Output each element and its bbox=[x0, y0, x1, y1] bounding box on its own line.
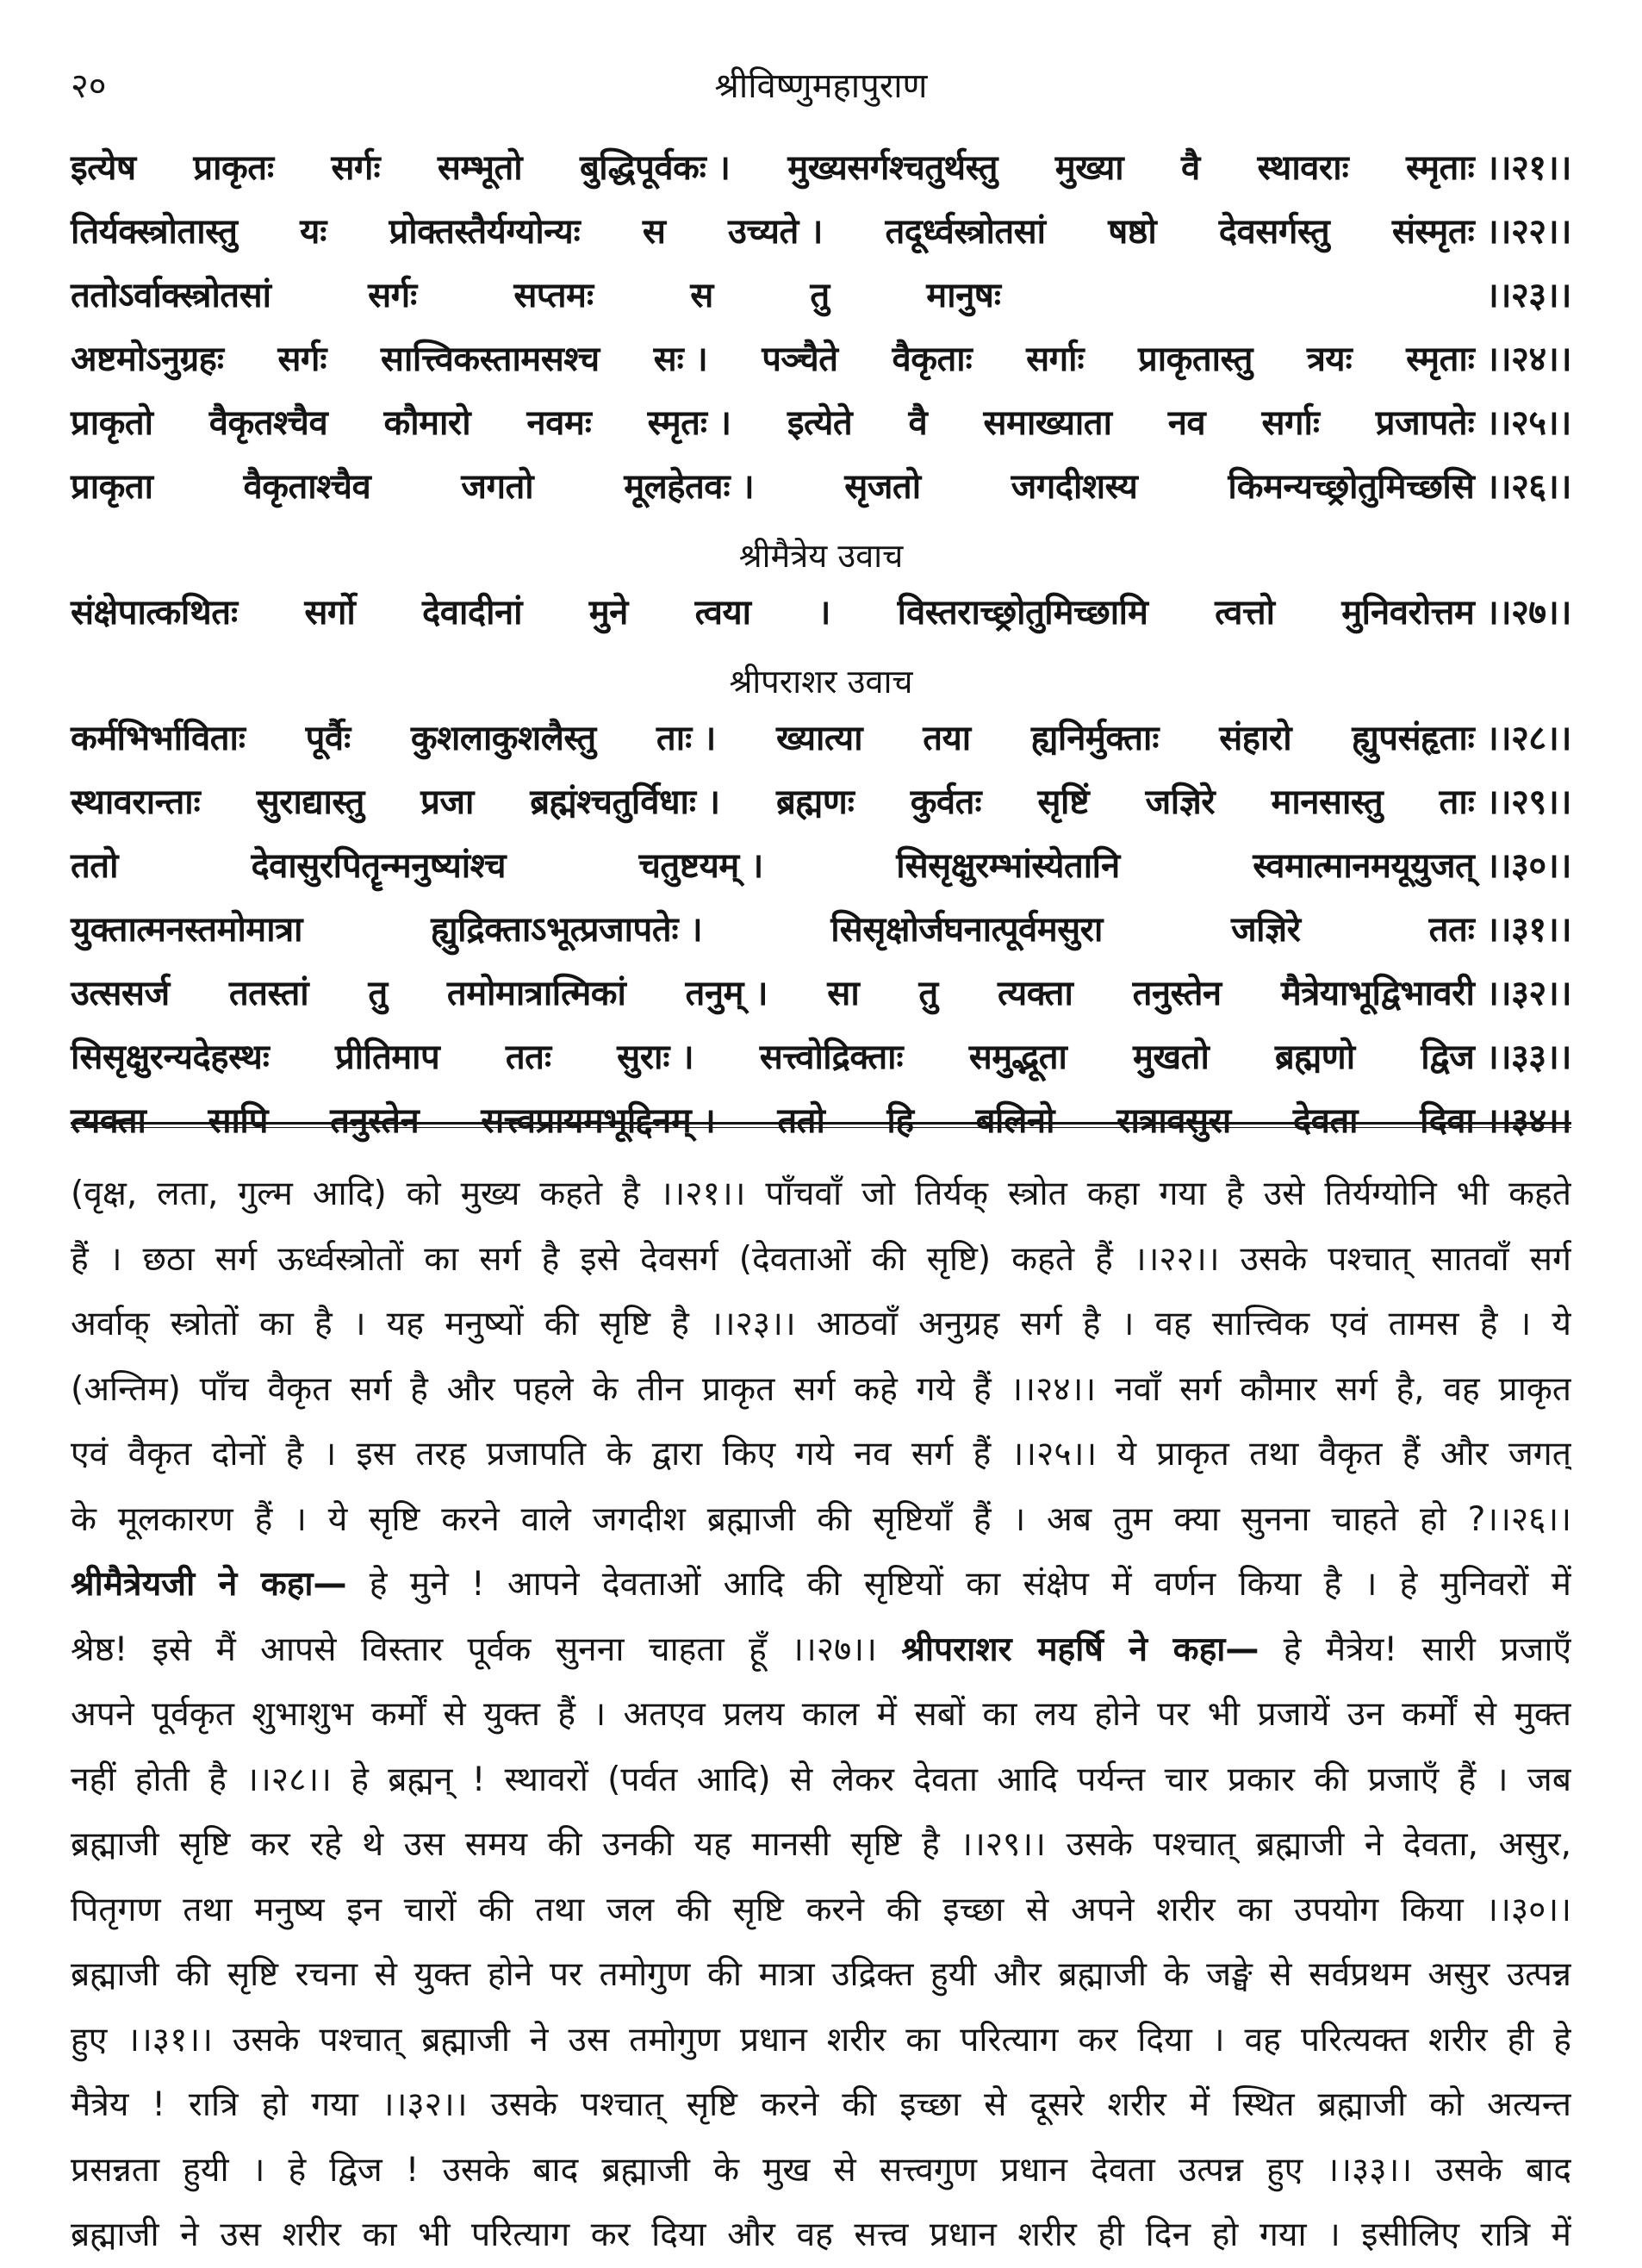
verse-word: रात्रावसुरा bbox=[1116, 1101, 1231, 1141]
commentary-line bbox=[71, 1682, 1571, 1748]
verse-word: त्वया bbox=[694, 593, 751, 632]
verse-word: देवादीनां bbox=[422, 593, 523, 632]
verse-word: सः । bbox=[653, 340, 708, 379]
verse-word: ह्युद्रिक्ताऽभूत्प्रजापतेः । bbox=[431, 910, 703, 950]
verse-word: तिर्यक्स्त्रोतास्तु bbox=[71, 212, 238, 252]
verse-word: स्मृताः ।।२४।। bbox=[1406, 340, 1571, 379]
commentary-text: हे मैत्रेय! सारी प्रजाएँ bbox=[1259, 1629, 1571, 1669]
verse-word: पूर्वैः bbox=[305, 719, 351, 758]
verse-word: मुने bbox=[588, 593, 628, 632]
verse-line bbox=[71, 461, 1571, 525]
running-title: श्रीविष्णुमहापुराण bbox=[714, 66, 928, 106]
verse-word: ब्रह्मंश्चतुर्विधाः । bbox=[530, 782, 720, 822]
verse-word: युक्तात्मनस्तमोमात्रा bbox=[71, 910, 303, 950]
speaker-label: श्रीमैत्रेयजी ने कहा— bbox=[71, 1565, 347, 1604]
verse-word: मूलहेतवः । bbox=[624, 467, 755, 507]
verse-word: विस्तराच्छ्रोतुमिच्छामि bbox=[897, 593, 1148, 632]
verse-word: सम्भूतो bbox=[437, 148, 523, 188]
verse-line bbox=[71, 397, 1571, 461]
verse-word: वैकृतश्चैव bbox=[208, 403, 328, 443]
commentary-text: मैत्रेय ! रात्रि हो गया ।।३२।। उसके पश्चात् सृष्टि करने की इच्छा से दूसरे शरीर में स्थित ब्रह्माजी को अत्यन्त bbox=[71, 2085, 1571, 2124]
verse-word: ततोऽर्वाक्स्त्रोतसां bbox=[71, 276, 271, 315]
commentary-line bbox=[71, 2008, 1571, 2073]
verse-word: सप्तमः bbox=[513, 276, 594, 315]
verse-line bbox=[71, 904, 1571, 968]
verse-line bbox=[71, 776, 1571, 840]
verse-line bbox=[71, 333, 1571, 397]
commentary-text: प्रसन्नता हुयी । हे द्विज ! उसके बाद ब्रह्माजी के मुख से सत्त्वगुण प्रधान देवता उत्पन्न हुए ।।३३।। उसके बाद bbox=[71, 2150, 1571, 2190]
commentary-line bbox=[71, 1552, 1571, 1617]
verse-word: सिसृक्षोर्जघनात्पूर्वमसुरा bbox=[830, 910, 1103, 950]
verse-word: तु bbox=[918, 974, 938, 1013]
verse-word: ख्यात्या bbox=[775, 719, 863, 758]
verse-word: कौमारो bbox=[383, 403, 471, 443]
verse-word: हि bbox=[886, 1101, 914, 1141]
commentary-line bbox=[71, 1292, 1571, 1357]
verse-word: वैकृताश्चैव bbox=[243, 467, 371, 507]
verse-word: वै bbox=[1180, 148, 1200, 188]
hindi-commentary bbox=[71, 1162, 1571, 2268]
verse-word: मैत्रेयाभूद्विभावरी ।।३२।। bbox=[1280, 974, 1571, 1013]
verse-word: ब्रह्मणः bbox=[775, 782, 855, 822]
commentary-line bbox=[71, 1617, 1571, 1683]
commentary-text: के मूलकारण हैं । ये सृष्टि करने वाले जगदीश ब्रह्माजी की सृष्टियाँ हैं । अब तुम क्या सुनना चाहते हो ?।।२६।। bbox=[71, 1499, 1571, 1539]
verse-word: जगदीशस्य bbox=[1011, 467, 1138, 507]
verse-word: प्राकृता bbox=[71, 467, 153, 507]
verse-line bbox=[71, 206, 1571, 270]
verse-word: मुख्या bbox=[1054, 148, 1124, 188]
verse-word: सर्गः bbox=[331, 148, 381, 188]
verse-word: तदूर्ध्वस्त्रोतसां bbox=[885, 212, 1046, 252]
commentary-text: (अन्तिम) पाँच वैकृत सर्ग है और पहले के तीन प्राकृत सर्ग कहे गये हैं ।।२४।। नवाँ सर्ग कौमार सर्ग है, वह प्राकृत bbox=[71, 1369, 1571, 1409]
verse-word: अष्टमोऽनुग्रहः bbox=[71, 340, 224, 379]
verse-word: मानसास्तु bbox=[1271, 782, 1384, 822]
verse-word: सात्त्विकस्तामसश्च bbox=[380, 340, 600, 379]
verse-word: स्थावरान्ताः bbox=[71, 782, 201, 822]
commentary-text: ब्रह्माजी की सृष्टि रचना से युक्त होने पर तमोगुण की मात्रा उद्रिक्त हुयी और ब्रह्माजी के जङ्घे से सर्वप्रथम असुर उत्पन्न bbox=[71, 1955, 1571, 1994]
verse-word: सुराः । bbox=[617, 1037, 694, 1077]
verse-word: वै bbox=[908, 403, 928, 443]
verse-word: कुर्वतः bbox=[910, 782, 982, 822]
commentary-line bbox=[71, 1878, 1571, 1943]
verse-word: उच्यते । bbox=[728, 212, 823, 252]
verse-word: ततः bbox=[505, 1037, 551, 1077]
verse-word: तु bbox=[368, 974, 388, 1013]
verse-word: वैकृताः bbox=[892, 340, 973, 379]
commentary-line bbox=[71, 1812, 1571, 1878]
commentary-text: पितृगण तथा मनुष्य इन चारों की तथा जल की सृष्टि करने की इच्छा से अपने शरीर का उपयोग किया ।।३०।। bbox=[71, 1890, 1571, 1929]
verse-word: जगतो bbox=[461, 467, 534, 507]
verse-word: त्यक्ता bbox=[71, 1101, 146, 1141]
verse-word: स bbox=[690, 276, 713, 315]
divider-rule bbox=[71, 1122, 1571, 1125]
page-header bbox=[71, 60, 1571, 112]
verse-word: सुराद्यास्तु bbox=[256, 782, 364, 822]
verse-word: मुख्यसर्गश्चतुर्थस्तु bbox=[787, 148, 998, 188]
commentary-text: हुए ।।३१।। उसके पश्चात् ब्रह्माजी ने उस तमोगुण प्रधान शरीर का परित्याग कर दिया । वह परित्यक्त शरीर ही हे bbox=[71, 2020, 1571, 2059]
speaker-heading: श्रीपराशर उवाच bbox=[729, 663, 913, 701]
verse-word: ततो bbox=[777, 1101, 825, 1141]
commentary-text: अर्वाक् स्त्रोतों का है । यह मनुष्यों की सृष्टि है ।।२३।। आठवाँ अनुग्रह सर्ग है । वह सात्त्विक एवं तामस है । ये bbox=[71, 1305, 1571, 1343]
verse-word: पञ्चैते bbox=[762, 340, 838, 379]
sanskrit-verses bbox=[71, 142, 1571, 1159]
commentary-line bbox=[71, 1227, 1571, 1293]
verse-word: दिवा ।।३४।। bbox=[1420, 1101, 1571, 1141]
verse-word: सर्गाः bbox=[1261, 403, 1320, 443]
verse-word: षष्ठो bbox=[1108, 212, 1157, 252]
verse-word: सत्त्वप्रायमभूद्दिनम् । bbox=[481, 1101, 716, 1141]
commentary-line bbox=[71, 2203, 1571, 2268]
verse-word: बलिनो bbox=[975, 1101, 1054, 1141]
verse-word: ततः ।।३१।। bbox=[1428, 910, 1571, 950]
verse-word: प्रीतिमाप bbox=[334, 1037, 440, 1077]
verse-word: कुशलाकुशलैस्तु bbox=[410, 719, 596, 758]
verse-word: ह्युपसंहृताः ।।२८।। bbox=[1352, 719, 1571, 758]
verse-word: ताः । bbox=[656, 719, 716, 758]
commentary-text: हैं । छठा सर्ग ऊर्ध्वस्त्रोतों का सर्ग है इसे देवसर्ग (देवताओं की सृष्टि) कहते हैं ।।२२।। उसके पश्चात् सातवाँ सर्ग bbox=[71, 1239, 1571, 1279]
verse-word: चतुष्टयम् । bbox=[638, 846, 763, 886]
page-number: २० bbox=[71, 66, 107, 106]
commentary-text: श्रेष्ठ! इसे मैं आपसे विस्तार पूर्वक सुनना चाहता हूँ ।।२७।। bbox=[71, 1629, 902, 1669]
verse-word: उत्ससर्ज bbox=[71, 974, 170, 1013]
commentary-text: ब्रह्माजी ने उस शरीर का भी परित्याग कर दिया और वह सत्त्व प्रधान शरीर ही दिन हो गया । इसीलिए रात्रि में bbox=[71, 2215, 1571, 2254]
verse-word: मानुषः bbox=[926, 276, 1001, 315]
verse-word: ह्यनिर्मुक्ताः bbox=[1030, 719, 1159, 758]
verse-word: । bbox=[818, 593, 830, 632]
verse-word: सर्गो bbox=[304, 593, 356, 632]
verse-word: सृष्टिं bbox=[1037, 782, 1090, 822]
verse-word: सापि bbox=[208, 1101, 268, 1141]
verse-line bbox=[71, 968, 1571, 1031]
verse-word: त्यक्ता bbox=[997, 974, 1073, 1013]
verse-word: इत्येष bbox=[71, 148, 136, 188]
verse-word: बुद्धिपूर्वकः । bbox=[579, 148, 731, 188]
verse-word: तया bbox=[923, 719, 971, 758]
verse-word: प्राकृतो bbox=[71, 403, 153, 443]
verse-word: त्रयः bbox=[1306, 340, 1353, 379]
verse-word: संक्षेपात्कथितः bbox=[71, 593, 238, 632]
verse-word: सिसृक्षुरन्यदेहस्थः bbox=[71, 1037, 270, 1077]
verse-line bbox=[71, 1031, 1571, 1095]
commentary-line bbox=[71, 1357, 1571, 1423]
commentary-text: हे मुने ! आपने देवताओं आदि की सृष्टियों का संक्षेप में वर्णन किया है । हे मुनिवरों में bbox=[346, 1565, 1571, 1604]
verse-word: ततस्तां bbox=[228, 974, 309, 1013]
verse-word: ।।२३।। bbox=[1485, 276, 1571, 315]
verse-word: तनुस्तेन bbox=[330, 1101, 420, 1141]
verse-word: जज्ञिरे bbox=[1231, 910, 1301, 950]
commentary-line bbox=[71, 2072, 1571, 2138]
verse-word: कर्मभिर्भाविताः bbox=[71, 719, 246, 758]
verse-word: देवासुरपितॄन्मनुष्यांश्च bbox=[251, 846, 507, 886]
verse-word: ब्रह्मणो bbox=[1274, 1037, 1355, 1077]
verse-line bbox=[71, 587, 1571, 651]
verse-word: नवमः bbox=[526, 403, 592, 443]
verse-word: सर्गः bbox=[368, 276, 417, 315]
verse-line bbox=[71, 713, 1571, 776]
verse-word: यः bbox=[300, 212, 327, 252]
verse-word: प्राकृतः bbox=[193, 148, 274, 188]
verse-word: ततो bbox=[71, 846, 118, 886]
commentary-line bbox=[71, 1748, 1571, 1813]
verse-word: संस्मृतः ।।२२।। bbox=[1391, 212, 1571, 252]
verse-word: समाख्याता bbox=[983, 403, 1112, 443]
verse-word: स्मृताः ।।२१।। bbox=[1406, 148, 1571, 188]
divider-rule-thin bbox=[71, 1127, 1571, 1128]
verse-word: समुद्भूता bbox=[968, 1037, 1067, 1077]
verse-word: प्राकृतास्तु bbox=[1138, 340, 1253, 379]
verse-word: सत्त्वोद्रिक्ताः bbox=[759, 1037, 904, 1077]
commentary-line bbox=[71, 1942, 1571, 2008]
verse-word: नव bbox=[1167, 403, 1206, 443]
commentary-text: नहीं होती है ।।२८।। हे ब्रह्मन् ! स्थावरों (पर्वत आदि) से लेकर देवता आदि पर्यन्त चार प्रकार की प्रजाएँ हैं । जब bbox=[71, 1760, 1571, 1799]
speaker-heading: श्रीमैत्रेय उवाच bbox=[738, 537, 904, 575]
commentary-line bbox=[71, 1162, 1571, 1227]
verse-word: प्रजा bbox=[420, 782, 474, 822]
commentary-line bbox=[71, 1422, 1571, 1487]
verse-word: त्वत्तो bbox=[1215, 593, 1275, 632]
verse-word: स्वमात्मानमयूयुजत् ।।३०।। bbox=[1253, 846, 1571, 886]
verse-word: द्विज ।।३३।। bbox=[1421, 1037, 1571, 1077]
verse-word: प्रजापतेः ।।२५।। bbox=[1375, 403, 1571, 443]
verse-word: सर्गः bbox=[277, 340, 327, 379]
commentary-text: (वृक्ष, लता, गुल्म आदि) को मुख्य कहते है ।।२१।। पाँचवाँ जो तिर्यक् स्त्रोत कहा गया है उसे तिर्यग्योनि भी कहते bbox=[71, 1174, 1571, 1213]
verse-word: तनुम् । bbox=[685, 974, 768, 1013]
verse-word: तमोमात्रात्मिकां bbox=[446, 974, 626, 1013]
verse-word: मुखतो bbox=[1133, 1037, 1210, 1077]
verse-line bbox=[71, 270, 1571, 333]
verse-word: ताः ।।२९।। bbox=[1439, 782, 1571, 822]
speaker-label: श्रीपराशर महर्षि ने कहा— bbox=[901, 1629, 1259, 1669]
verse-word: प्रोक्तस्तैर्यग्योन्यः bbox=[389, 212, 581, 252]
verse-word: सर्गाः bbox=[1026, 340, 1085, 379]
commentary-line bbox=[71, 1487, 1571, 1553]
verse-word: तु bbox=[810, 276, 830, 315]
commentary-line bbox=[71, 2138, 1571, 2203]
verse-line bbox=[71, 840, 1571, 904]
verse-word: स्थावराः bbox=[1257, 148, 1349, 188]
verse-word: स bbox=[642, 212, 666, 252]
verse-line bbox=[71, 142, 1571, 206]
verse-word: किमन्यच्छ्रोतुमिच्छसि ।।२६।। bbox=[1228, 467, 1571, 507]
verse-word: इत्येते bbox=[787, 403, 853, 443]
verse-word: सा bbox=[827, 974, 860, 1013]
commentary-text: ब्रह्माजी सृष्टि कर रहे थे उस समय की उनकी यह मानसी सृष्टि है ।।२९।। उसके पश्चात् ब्रह्माजी ने देवता, असुर, bbox=[71, 1825, 1571, 1864]
verse-word: स्मृतः । bbox=[647, 403, 731, 443]
commentary-text: एवं वैकृत दोनों है । इस तरह प्रजापति के द्वारा किए गये नव सर्ग हैं ।।२५।। ये प्राकृत तथा वैकृत हैं और जगत् bbox=[71, 1435, 1571, 1474]
commentary-text: अपने पूर्वकृत शुभाशुभ कर्मों से युक्त हैं । अतएव प्रलय काल में सबों का लय होने पर भी प्रजायें उन कर्मों से मुक्त bbox=[71, 1695, 1571, 1734]
verse-word: मुनिवरोत्तम ।।२७।। bbox=[1341, 593, 1571, 632]
verse-word: संहारो bbox=[1219, 719, 1292, 758]
verse-word: देवता bbox=[1292, 1101, 1358, 1141]
verse-word: देवसर्गस्तु bbox=[1218, 212, 1330, 252]
verse-word: सिसृक्षुरम्भांस्येतानि bbox=[896, 846, 1120, 886]
verse-word: जज्ञिरे bbox=[1145, 782, 1216, 822]
verse-word: तनुस्तेन bbox=[1132, 974, 1222, 1013]
verse-word: सृजतो bbox=[844, 467, 921, 507]
